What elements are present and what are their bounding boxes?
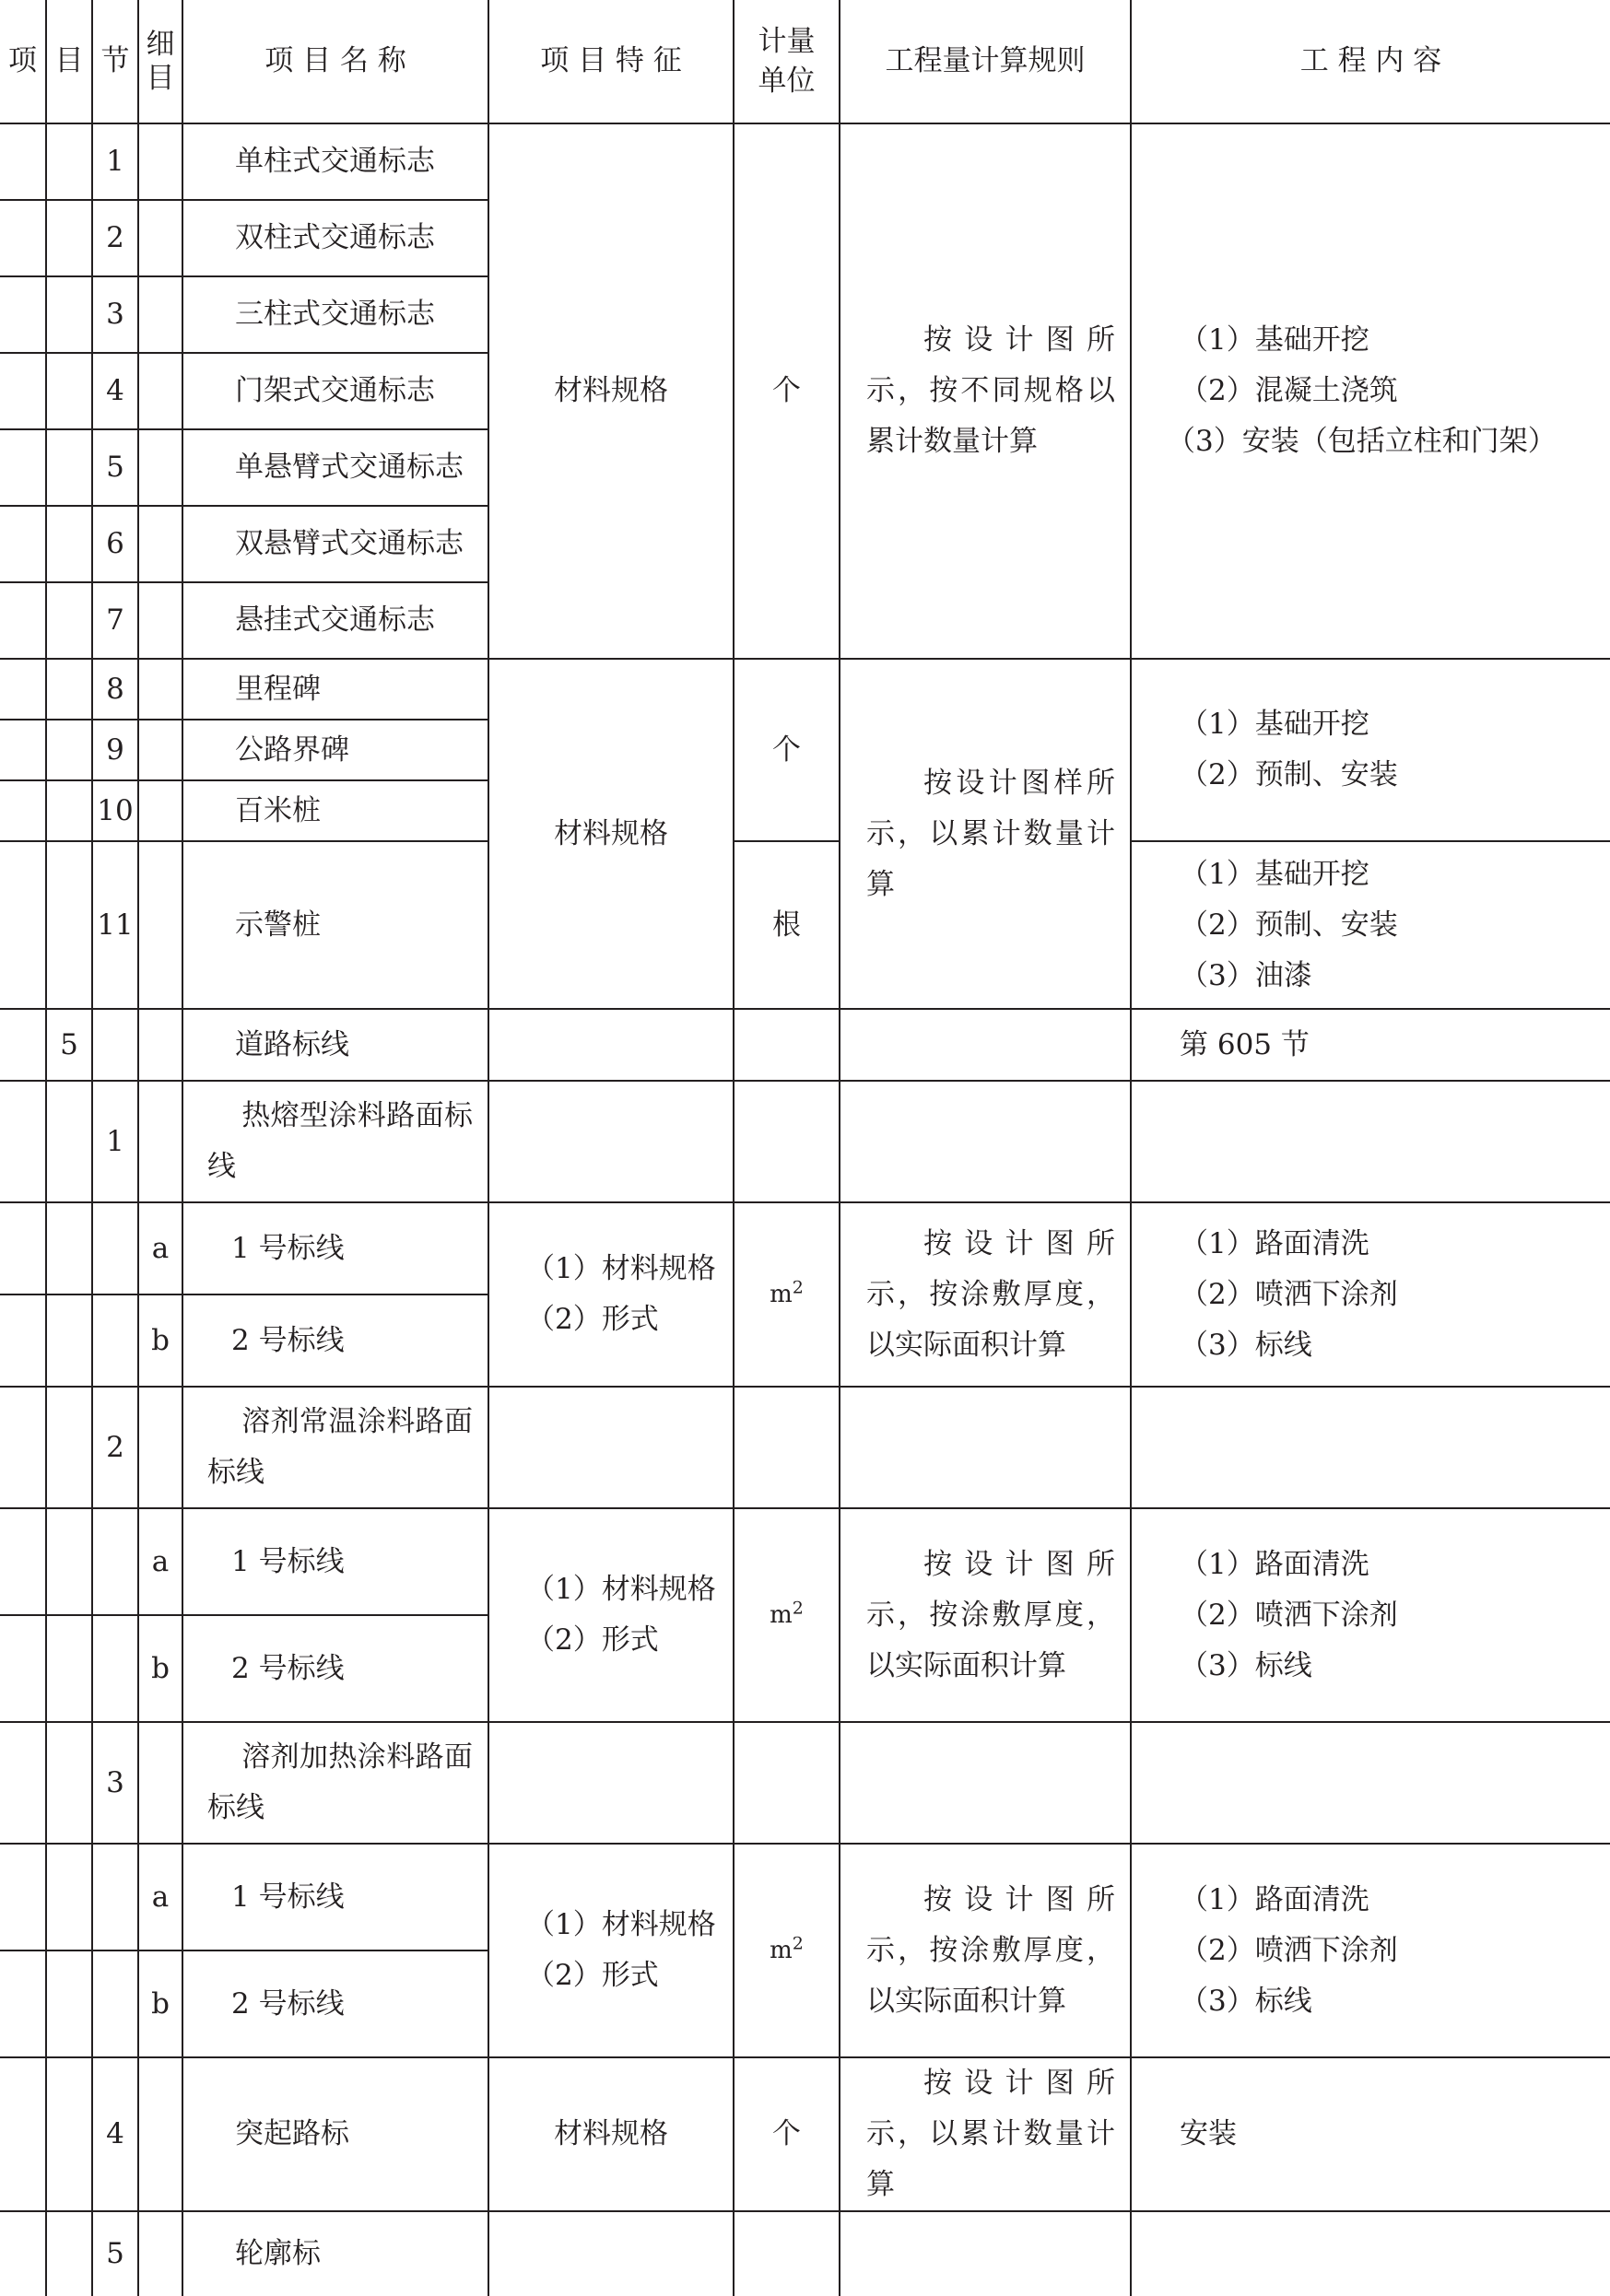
cell-feature <box>488 1844 734 2057</box>
content-line: （2）预制、安装 <box>1180 758 1398 791</box>
cell-unit: 个 <box>734 123 840 659</box>
table-row <box>0 123 1610 200</box>
table-row <box>0 1508 1610 1615</box>
cell-jie: 9 <box>92 720 138 780</box>
content-line: （1）路面清洗 <box>1180 1226 1369 1260</box>
col-header-feature: 项 目 特 征 <box>488 0 734 123</box>
cell-unit: $m^2$ <box>734 1508 840 1722</box>
content-line: （2）喷洒下涂剂 <box>1180 1277 1398 1311</box>
cell-jie: 7 <box>92 582 138 659</box>
header-row <box>0 0 1610 123</box>
cell-name <box>182 1387 488 1508</box>
content-line: （2）喷洒下涂剂 <box>1180 1933 1398 1967</box>
feature-line: （2）形式 <box>526 1623 659 1657</box>
table-row <box>0 1202 1610 1294</box>
col-header-jie: 节 <box>92 0 138 123</box>
cell-name: 2 号标线 <box>182 1294 488 1387</box>
cell-jie: 8 <box>92 659 138 720</box>
cell-name: 道路标线 <box>182 1009 488 1081</box>
cell-xiang <box>0 123 46 200</box>
cell-ximu: a <box>138 1508 182 1615</box>
content-line: （1）基础开挖 <box>1180 323 1369 357</box>
content-line: （2）喷洒下涂剂 <box>1180 1598 1398 1632</box>
content-line: （3）标线 <box>1180 1648 1312 1682</box>
cell-unit: 个 <box>734 659 840 841</box>
cell-name: 里程碑 <box>182 659 488 720</box>
cell-unit: $m^2$ <box>734 1202 840 1387</box>
col-header-name: 项 目 名 称 <box>182 0 488 123</box>
name-text: 溶剂加热涂料路面标线 <box>207 1740 473 1824</box>
col-header-ximu: 细目 <box>138 0 182 123</box>
cell-jie: 3 <box>92 276 138 353</box>
feature-line: （1）材料规格 <box>526 1573 716 1606</box>
cell-name: 突起路标 <box>182 2057 488 2211</box>
table-row <box>0 1844 1610 1950</box>
rule-text: 按设计图所示，以累计数量计算 <box>866 2067 1115 2201</box>
cell-name: 轮廓标 <box>182 2211 488 2296</box>
cell-content <box>1131 1508 1610 1722</box>
cell-jie: 2 <box>92 1387 138 1508</box>
table-row <box>0 2211 1610 2296</box>
cell-content: 第 605 节 <box>1131 1009 1610 1081</box>
cell-jie: 5 <box>92 429 138 506</box>
cell-feature <box>488 1202 734 1387</box>
cell-ximu: b <box>138 1950 182 2057</box>
table-row <box>0 659 1610 720</box>
rule-text: 按设计图所示，按涂敷厚度，以实际面积计算 <box>866 1882 1115 2018</box>
cell-unit: $m^2$ <box>734 1844 840 2057</box>
cell-ximu: b <box>138 1294 182 1387</box>
cell-content <box>1131 659 1610 841</box>
cell-jie: 4 <box>92 2057 138 2211</box>
cell-name: 三柱式交通标志 <box>182 276 488 353</box>
table-row <box>0 1009 1610 1081</box>
feature-line: （1）材料规格 <box>526 1252 716 1285</box>
col-header-xiang: 项 <box>0 0 46 123</box>
cell-name: 单悬臂式交通标志 <box>182 429 488 506</box>
content-line: （2）混凝土浇筑 <box>1180 374 1398 407</box>
cell-mu <box>46 123 92 200</box>
cell-name: 1 号标线 <box>182 1508 488 1615</box>
cell-jie: 1 <box>92 123 138 200</box>
cell-name: 悬挂式交通标志 <box>182 582 488 659</box>
cell-content <box>1131 1202 1610 1387</box>
cell-mu: 5 <box>46 1009 92 1081</box>
cell-name: 单柱式交通标志 <box>182 123 488 200</box>
rule-text: 按设计图所示，按不同规格以累计数量计算 <box>866 323 1115 458</box>
cell-name: 公路界碑 <box>182 720 488 780</box>
cell-unit: 根 <box>734 841 840 1009</box>
cell-feature <box>488 1508 734 1722</box>
cell-ximu: b <box>138 1615 182 1722</box>
cell-name: 1 号标线 <box>182 1202 488 1294</box>
cell-content: 安装 <box>1131 2057 1610 2211</box>
content-line: （3）油漆 <box>1180 958 1312 992</box>
cell-name: 2 号标线 <box>182 1615 488 1722</box>
content-line: （3）标线 <box>1180 1328 1312 1362</box>
col-header-mu: 目 <box>46 0 92 123</box>
cell-ximu <box>138 123 182 200</box>
cell-content <box>1131 1844 1610 2057</box>
table-row <box>0 1722 1610 1844</box>
rule-text: 按设计图所示，按涂敷厚度，以实际面积计算 <box>866 1547 1115 1682</box>
cell-name: 双悬臂式交通标志 <box>182 506 488 582</box>
cell-name: 1 号标线 <box>182 1844 488 1950</box>
col-header-content: 工 程 内 容 <box>1131 0 1610 123</box>
cell-feature: 材料规格 <box>488 659 734 1009</box>
cell-content <box>1131 841 1610 1009</box>
content-line: （2）预制、安装 <box>1180 908 1398 942</box>
cell-name: 门架式交通标志 <box>182 353 488 429</box>
cell-rule <box>840 1202 1131 1387</box>
rule-text: 按设计图所示，按涂敷厚度，以实际面积计算 <box>866 1226 1115 1362</box>
content-line: （3）标线 <box>1180 1984 1312 2018</box>
cell-jie: 11 <box>92 841 138 1009</box>
table-row <box>0 2057 1610 2211</box>
cell-rule <box>840 2057 1131 2211</box>
cell-name: 2 号标线 <box>182 1950 488 2057</box>
cell-jie: 4 <box>92 353 138 429</box>
cell-name: 百米桩 <box>182 780 488 841</box>
content-line: （1）路面清洗 <box>1180 1547 1369 1581</box>
feature-line: （2）形式 <box>526 1959 659 1992</box>
content-line: （1）基础开挖 <box>1180 708 1369 741</box>
cell-jie: 2 <box>92 200 138 276</box>
cell-jie: 10 <box>92 780 138 841</box>
cell-name: 双柱式交通标志 <box>182 200 488 276</box>
cell-rule <box>840 1844 1131 2057</box>
name-text: 热熔型涂料路面标线 <box>207 1099 473 1183</box>
rule-text: 按设计图样所示，以累计数量计算 <box>866 766 1115 901</box>
cell-rule <box>840 1508 1131 1722</box>
col-header-unit: 计量单位 <box>734 0 840 123</box>
content-line: （1）基础开挖 <box>1180 857 1369 891</box>
cell-feature: 材料规格 <box>488 123 734 659</box>
cell-feature: 材料规格 <box>488 2057 734 2211</box>
table-row <box>0 1081 1610 1202</box>
cell-rule <box>840 123 1131 659</box>
cell-jie: 5 <box>92 2211 138 2296</box>
content-line: （1）路面清洗 <box>1180 1882 1369 1916</box>
cell-ximu: a <box>138 1202 182 1294</box>
feature-line: （2）形式 <box>526 1303 659 1336</box>
cell-name <box>182 1722 488 1844</box>
content-line: （3）安装（包括立柱和门架） <box>1167 425 1557 458</box>
cell-name <box>182 1081 488 1202</box>
cell-content <box>1131 123 1610 659</box>
cell-name: 示警桩 <box>182 841 488 1009</box>
feature-line: （1）材料规格 <box>526 1908 716 1941</box>
cell-unit: 个 <box>734 2057 840 2211</box>
table-row <box>0 841 1610 1009</box>
cell-jie: 1 <box>92 1081 138 1202</box>
col-header-rule: 工程量计算规则 <box>840 0 1131 123</box>
cell-jie: 6 <box>92 506 138 582</box>
table-row <box>0 1387 1610 1508</box>
cell-rule <box>840 659 1131 1009</box>
cell-ximu: a <box>138 1844 182 1950</box>
cell-jie: 3 <box>92 1722 138 1844</box>
name-text: 溶剂常温涂料路面标线 <box>207 1405 473 1489</box>
